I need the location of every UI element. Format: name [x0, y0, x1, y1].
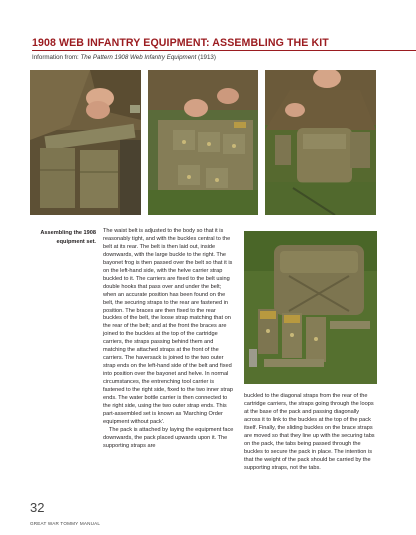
body-paragraph: buckled to the diagonal straps from the rear of the cartridge carriers, the straps going through the loops at the base of the pack and passing diagonally across it to link to the buckles at the top of the pack itself. Finally, the sliding buckles on the brace straps are moved so that they line up with the securing tabs on the pack, the tabs being passed through the buckles to secure the pack in place. The intention is that the weight of the pack should be carried by the supporting straps, not the tabs. [244, 393, 375, 471]
photo-soldier-with-pack [265, 70, 376, 215]
source-line [32, 54, 216, 61]
body-column-left [103, 228, 235, 451]
body-paragraph: The pack is attached by laying the equipment face downwards, the pack placed upwards upon it. The supporting straps are [103, 426, 234, 449]
page-title: 1908 WEB INFANTRY EQUIPMENT: ASSEMBLING THE KIT [32, 37, 329, 49]
body-column-right [244, 393, 377, 473]
source-suffix: (1913) [196, 54, 216, 61]
body-paragraph: The waist belt is adjusted to the body so that it is reasonably tight, and with the buckles central to the belt at its rear. The belt is then laid out, inside downwards, with the large buckle to the right. The bayonet frog is then passed over the belt so that it is on the left-hand side, with the helve carrier strap buckled to it. The carriers are fixed to the belt using double hooks that pass over and under the belt; when an accurate position has been found on the belt, the securing straps to the rear are fastened in position. The braces are then fixed to the rear buckles of the belt, the loose strap matching that on the rear of the belt; and at the front the braces are joined to the buckles at the top of the cartridge carriers, the straps passing behind them and matching the attached straps at the front of the carriers. The haversack is joined to the two outer strap ends on the left-hand side of the belt and fixed into position over the bayonet and helve. In normal circumstances, the entrenching tool carrier is fastened to the right side, fixed to the two inner strap ends. The water bottle carrier is then connected to the right side, using the two outer strap ends. This part-assembled set is known as 'Marching Order equipment without pack'. [103, 228, 233, 425]
page-number: 32 [30, 500, 45, 515]
photo-caption: Assembling the 1908 equipment set. [40, 230, 96, 245]
photo-cartridge-carriers [148, 70, 258, 215]
running-footer: GREAT WAR TOMMY MANUAL [30, 521, 101, 526]
source-prefix: Information from: [32, 54, 81, 61]
source-title: The Pattern 1908 Web Infantry Equipment [80, 54, 197, 61]
photo-belt-assembly [30, 70, 141, 215]
title-rule [32, 50, 416, 51]
photo-complete-set [244, 231, 377, 384]
